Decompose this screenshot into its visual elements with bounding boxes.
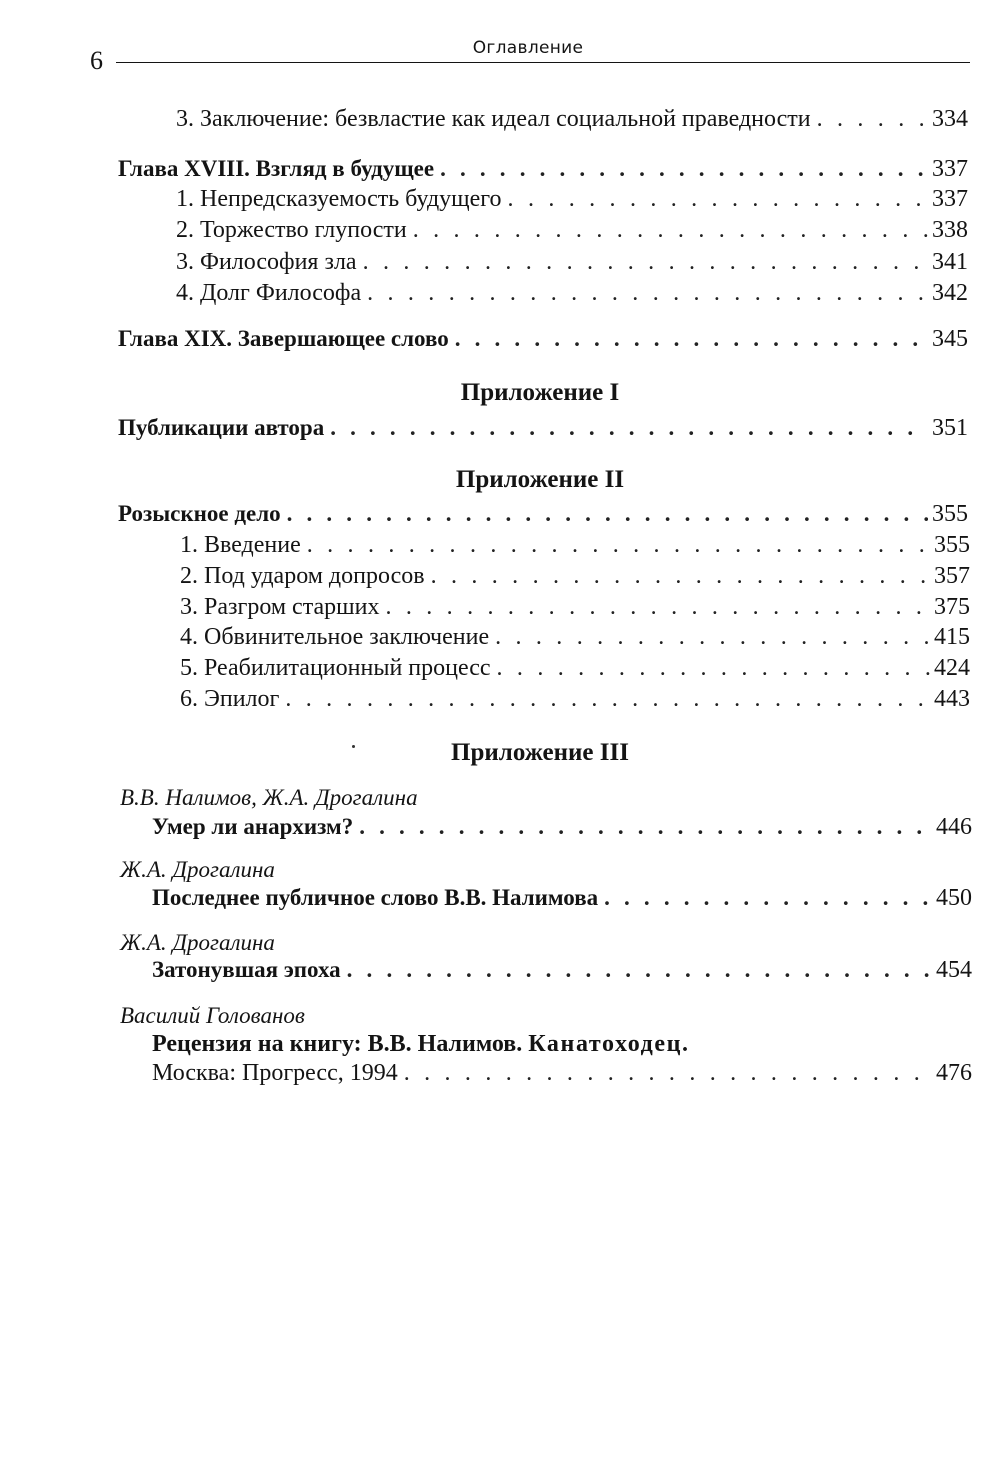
toc-section-page: 443 <box>934 686 970 712</box>
toc-article-page: 454 <box>936 957 972 983</box>
toc-article-title: Умер ли анархизм? <box>152 814 354 839</box>
toc-entry <box>176 107 968 131</box>
toc-chapter-title: Глава XVIII. Взгляд в будущее <box>118 156 435 181</box>
dot-leader <box>347 958 932 981</box>
toc-article-title-line <box>152 1031 690 1058</box>
toc-section <box>180 533 970 557</box>
toc-chapter-title: Глава XIX. Завершающее слово <box>118 326 449 351</box>
toc-section-page: 342 <box>932 280 968 306</box>
dot-leader <box>455 327 928 350</box>
toc-section <box>180 687 970 711</box>
toc-section <box>176 281 968 305</box>
running-header <box>86 38 970 75</box>
toc-entry-page: 334 <box>932 106 968 132</box>
dot-leader <box>285 687 930 711</box>
toc-section <box>180 564 970 588</box>
toc-section <box>180 656 970 680</box>
toc-article-title: Последнее публичное слово В.В. Налимова <box>152 885 599 910</box>
toc-article-page: 446 <box>936 814 972 840</box>
toc-appendix-1-entry <box>118 416 968 440</box>
toc-article <box>152 1061 972 1085</box>
toc-entry-page: 351 <box>932 415 968 441</box>
toc-section-title: 2. Торжество глупости <box>176 217 407 243</box>
toc-section-title: 4. Долг Философа <box>176 280 362 306</box>
toc-section-title: 6. Эпилог <box>180 686 280 712</box>
toc-section-page: 355 <box>934 532 970 558</box>
toc-section <box>176 187 968 211</box>
toc-section-page: 338 <box>932 217 968 243</box>
dot-leader <box>495 625 930 649</box>
toc-section <box>176 218 968 242</box>
dot-leader <box>413 218 928 242</box>
toc-appendix-2-entry <box>118 502 968 526</box>
toc-author: Ж.А. Дрогалина <box>120 857 275 882</box>
toc-section-page: 337 <box>932 186 968 212</box>
toc-article-title-suffix: Канатоходец. <box>528 1031 690 1057</box>
dot-leader <box>385 595 930 619</box>
toc-section-title: 1. Введение <box>180 532 301 558</box>
toc-section-page: 357 <box>934 563 970 589</box>
dot-leader <box>604 886 932 909</box>
dot-leader <box>363 250 928 274</box>
toc-article-page: 450 <box>936 885 972 911</box>
toc-article-page: 476 <box>936 1060 972 1086</box>
toc-author: Василий Голованов <box>120 1003 305 1028</box>
toc-entry-title: 3. Заключение: безвластие как идеал социальной праведности <box>176 106 811 132</box>
dot-leader <box>497 656 930 680</box>
toc-section-title: 3. Философия зла <box>176 249 357 275</box>
appendix-2-heading: Приложение II <box>455 466 625 493</box>
dot-leader <box>817 107 928 131</box>
toc-section-title: 1. Непредсказуемость будущего <box>176 186 502 212</box>
dot-leader <box>431 564 930 588</box>
toc-article <box>152 886 972 910</box>
toc-section-page: 375 <box>934 594 970 620</box>
toc-author: Ж.А. Дрогалина <box>120 930 275 955</box>
dot-leader <box>440 157 928 180</box>
appendix-3-heading: Приложение III <box>451 739 629 766</box>
dot-leader <box>287 502 928 525</box>
toc-article <box>152 815 972 839</box>
toc-section-page: 341 <box>932 249 968 275</box>
toc-entry-title: Розыскное дело <box>118 501 281 526</box>
toc-entry-page: 355 <box>932 501 968 527</box>
toc-section <box>180 595 970 619</box>
toc-entry-title: Публикации автора <box>118 415 325 440</box>
toc-section-page: 424 <box>934 655 970 681</box>
toc-section <box>180 625 970 649</box>
dot-leader <box>367 281 928 305</box>
toc-section-title: 5. Реабилитационный процесс <box>180 655 491 681</box>
toc-section <box>176 250 968 274</box>
header-title: Оглавление <box>472 38 584 58</box>
dot-leader <box>307 533 930 557</box>
appendix-1-heading: Приложение I <box>460 379 620 406</box>
toc-chapter-18 <box>118 157 968 181</box>
toc-chapter-19 <box>118 327 968 351</box>
toc-section-title: 4. Обвинительное заключение <box>180 624 490 650</box>
toc-article-title: Затонувшая эпоха <box>152 957 341 982</box>
toc-section-title: 3. Разгром старших <box>180 594 380 620</box>
toc-chapter-page: 337 <box>932 156 968 182</box>
dot-leader <box>404 1061 932 1085</box>
dot-leader <box>359 815 932 838</box>
toc-chapter-page: 345 <box>932 326 968 352</box>
toc-article <box>152 958 972 982</box>
toc-author: В.В. Налимов, Ж.А. Дрогалина <box>120 785 418 810</box>
toc-article-subtitle: Москва: Прогресс, 1994 <box>152 1060 398 1086</box>
toc-article-title-prefix: Рецензия на книгу: В.В. Налимов. <box>152 1031 523 1057</box>
toc-section-page: 415 <box>934 624 970 650</box>
toc-section-title: 2. Под ударом допросов <box>180 563 425 589</box>
dot-leader <box>508 187 928 211</box>
header-rule <box>116 62 970 63</box>
dot-leader <box>330 416 928 439</box>
page-number: 6 <box>90 46 103 75</box>
